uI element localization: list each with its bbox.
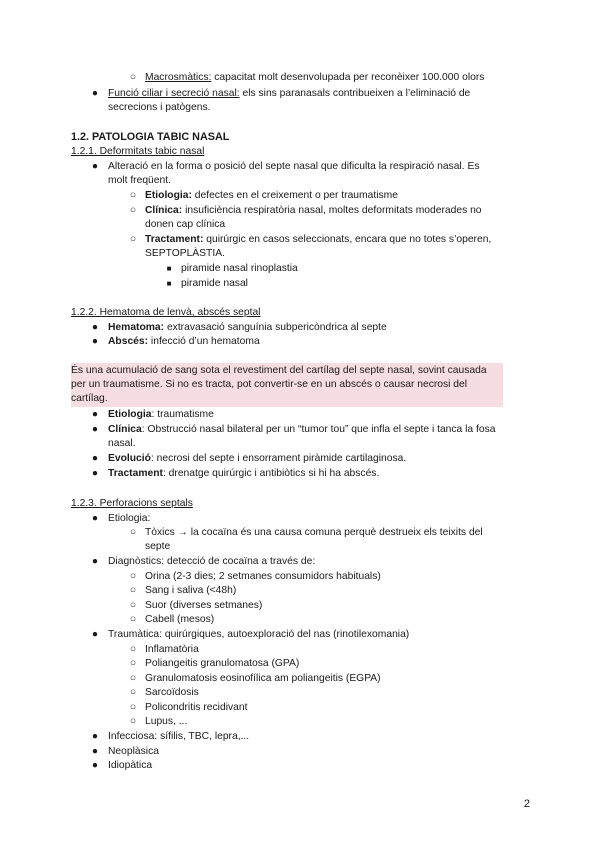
etiologia-term: Etiologia: bbox=[145, 190, 192, 201]
perf-infecciosa: Infecciosa: sífilis, TBC, lepra,... bbox=[108, 731, 250, 742]
bullet-dot: ● bbox=[91, 88, 99, 99]
cilia-text: els sins paranasals contribueixen a l’eliminació de bbox=[239, 88, 471, 99]
bullet-dot: ● bbox=[91, 453, 99, 464]
bullet-square: ■ bbox=[166, 264, 172, 273]
hematoma-clinica-1 bbox=[108, 423, 495, 437]
tractament-term: Tractament: bbox=[145, 234, 204, 245]
subsection-heading-deformitats: 1.2.1. Deformitats tabic nasal bbox=[71, 146, 205, 157]
hematoma-tractament bbox=[108, 467, 379, 481]
macrosmatics-line bbox=[145, 71, 484, 85]
clinica-text: insuficiència respiratòria nasal, moltes deformitats moderades no bbox=[182, 205, 482, 216]
diag-sang: Sang i saliva (<48h) bbox=[145, 585, 237, 596]
highlight-line-1: És una acumulació de sang sota el revestiment del cartílag del septe nasal, sovint causada bbox=[71, 365, 487, 376]
deformitat-tractament-1 bbox=[145, 233, 491, 247]
absces-term: Abscés: bbox=[108, 336, 149, 347]
tractament-term: Tractament bbox=[108, 468, 163, 479]
bullet-hollow: ○ bbox=[129, 527, 137, 538]
macrosmatics-term: Macrosmàtics: bbox=[145, 72, 212, 83]
bullet-dot: ● bbox=[91, 424, 99, 435]
bullet-dot: ● bbox=[91, 513, 99, 524]
absces-def bbox=[108, 335, 260, 349]
bullet-hollow: ○ bbox=[129, 644, 137, 655]
trauma-egpa: Granulomatosis eosinofílica am poliangeitis (EGPA) bbox=[145, 673, 381, 684]
bullet-hollow: ○ bbox=[129, 234, 137, 245]
trauma-policondritis: Policondritis recidivant bbox=[145, 702, 248, 713]
hematoma-def bbox=[108, 321, 387, 335]
hematoma-evolucio bbox=[108, 452, 406, 466]
perf-toxics-1: Tòxics → la cocaïna és una causa comuna perquè destrueix els teixits del bbox=[145, 527, 483, 538]
deformitat-tractament-2: SEPTOPLÀSTIA. bbox=[145, 248, 225, 259]
clinica-term: Clínica bbox=[108, 424, 142, 435]
perf-idiopatica: Idiopàtica bbox=[108, 760, 153, 771]
bullet-dot: ● bbox=[91, 746, 99, 757]
bullet-hollow: ○ bbox=[129, 72, 137, 83]
deformitat-desc-2: molt freqüent. bbox=[108, 175, 171, 186]
etiologia-term: Etiologia bbox=[108, 409, 152, 420]
bullet-hollow: ○ bbox=[129, 190, 137, 201]
bullet-dot: ● bbox=[91, 468, 99, 479]
etiologia-text: : traumatisme bbox=[151, 409, 214, 420]
subsection-heading-perforacions: 1.2.3. Perforacions septals bbox=[71, 498, 193, 509]
bullet-square: ■ bbox=[166, 279, 172, 288]
bullet-dot: ● bbox=[91, 760, 99, 771]
trauma-inflamatoria: Inflamatòria bbox=[145, 644, 199, 655]
bullet-dot: ● bbox=[91, 629, 99, 640]
macrosmatics-text: capacitat molt desenvolupada per reconèixer 100.000 olors bbox=[211, 72, 485, 83]
diag-orina: Orina (2-3 dies; 2 setmanes consumidors habituals) bbox=[145, 571, 381, 582]
trauma-lupus: Lupus, ... bbox=[145, 716, 188, 727]
diag-suor: Suor (diverses setmanes) bbox=[145, 600, 263, 611]
hematoma-text: extravasació sanguínia subpericòndrica al septe bbox=[164, 322, 387, 333]
page-number: 2 bbox=[523, 798, 530, 810]
trauma-sarcoidosis: Sarcoïdosis bbox=[145, 687, 199, 698]
clinica-text: : Obstrucció nasal bilateral per un “tumor tou” que infla el septe i tanca la fosa bbox=[141, 424, 496, 435]
perf-neoplasica: Neoplàsica bbox=[108, 746, 159, 757]
bullet-hollow: ○ bbox=[129, 658, 137, 669]
bullet-hollow: ○ bbox=[129, 600, 137, 611]
hematoma-clinica-2: nasal. bbox=[108, 438, 136, 449]
bullet-hollow: ○ bbox=[129, 702, 137, 713]
deformitat-desc-1: Alteració en la forma o posició del septe nasal que dificulta la respiració nasal. Es bbox=[108, 161, 480, 172]
bullet-hollow: ○ bbox=[129, 205, 137, 216]
clinica-term: Clínica: bbox=[145, 205, 183, 216]
subsection-heading-hematoma: 1.2.2. Hematoma de lenvà, abscés septal bbox=[71, 307, 261, 318]
bullet-hollow: ○ bbox=[129, 571, 137, 582]
deformitat-clinica-1 bbox=[145, 204, 482, 218]
bullet-hollow: ○ bbox=[129, 673, 137, 684]
bullet-dot: ● bbox=[91, 336, 99, 347]
perf-diagnostics: Diagnòstics: detecció de cocaïna a través de: bbox=[108, 556, 316, 567]
cilia-term: Funció ciliar i secreció nasal: bbox=[108, 88, 240, 99]
cilia-line-1 bbox=[108, 87, 470, 101]
tractament-text: : drenatge quirúrgic i antibiòtics si hi ha abscés. bbox=[162, 468, 380, 479]
bullet-hollow: ○ bbox=[129, 585, 137, 596]
evolucio-text: : necrosi del septe i ensorrament piràmide cartilaginosa. bbox=[150, 453, 407, 464]
bullet-dot: ● bbox=[91, 161, 99, 172]
bullet-hollow: ○ bbox=[129, 716, 137, 727]
trauma-gpa: Poliangeitis granulomatosa (GPA) bbox=[145, 658, 300, 669]
perf-traumatica: Traumàtica: quirúrgiques, autoexploració del nas (rinotilexomania) bbox=[108, 629, 410, 640]
absces-text: infecció d’un hematoma bbox=[148, 336, 260, 347]
bullet-dot: ● bbox=[91, 409, 99, 420]
tractament-text: quirúrgic en casos seleccionats, encara que no totes s’operen, bbox=[203, 234, 492, 245]
perf-toxics-2: septe bbox=[145, 541, 171, 552]
perf-etiologia: Etiologia: bbox=[108, 513, 151, 524]
evolucio-term: Evolució bbox=[108, 453, 151, 464]
bullet-dot: ● bbox=[91, 322, 99, 333]
hematoma-term: Hematoma: bbox=[108, 322, 165, 333]
diag-cabell: Cabell (mesos) bbox=[145, 614, 215, 625]
deformitat-etiologia bbox=[145, 189, 398, 203]
sub-rinoplastia: piramide nasal rinoplastia bbox=[181, 263, 298, 274]
bullet-hollow: ○ bbox=[129, 614, 137, 625]
deformitat-clinica-2: donen cap clínica bbox=[145, 219, 226, 230]
section-title: 1.2. PATOLOGIA TABIC NASAL bbox=[71, 131, 230, 143]
highlight-line-3: cartílag. bbox=[71, 393, 108, 404]
cilia-line-2: secrecions i patògens. bbox=[108, 102, 211, 113]
sub-piramide: piramide nasal bbox=[181, 278, 248, 289]
bullet-hollow: ○ bbox=[129, 687, 137, 698]
etiologia-text: defectes en el creixement o per traumatisme bbox=[191, 190, 398, 201]
hematoma-etiologia bbox=[108, 408, 214, 422]
bullet-dot: ● bbox=[91, 556, 99, 567]
highlight-line-2: per un traumatisme. Si no es tracta, pot convertir-se en un abscés o causar necrosi del bbox=[71, 379, 468, 390]
bullet-dot: ● bbox=[91, 731, 99, 742]
